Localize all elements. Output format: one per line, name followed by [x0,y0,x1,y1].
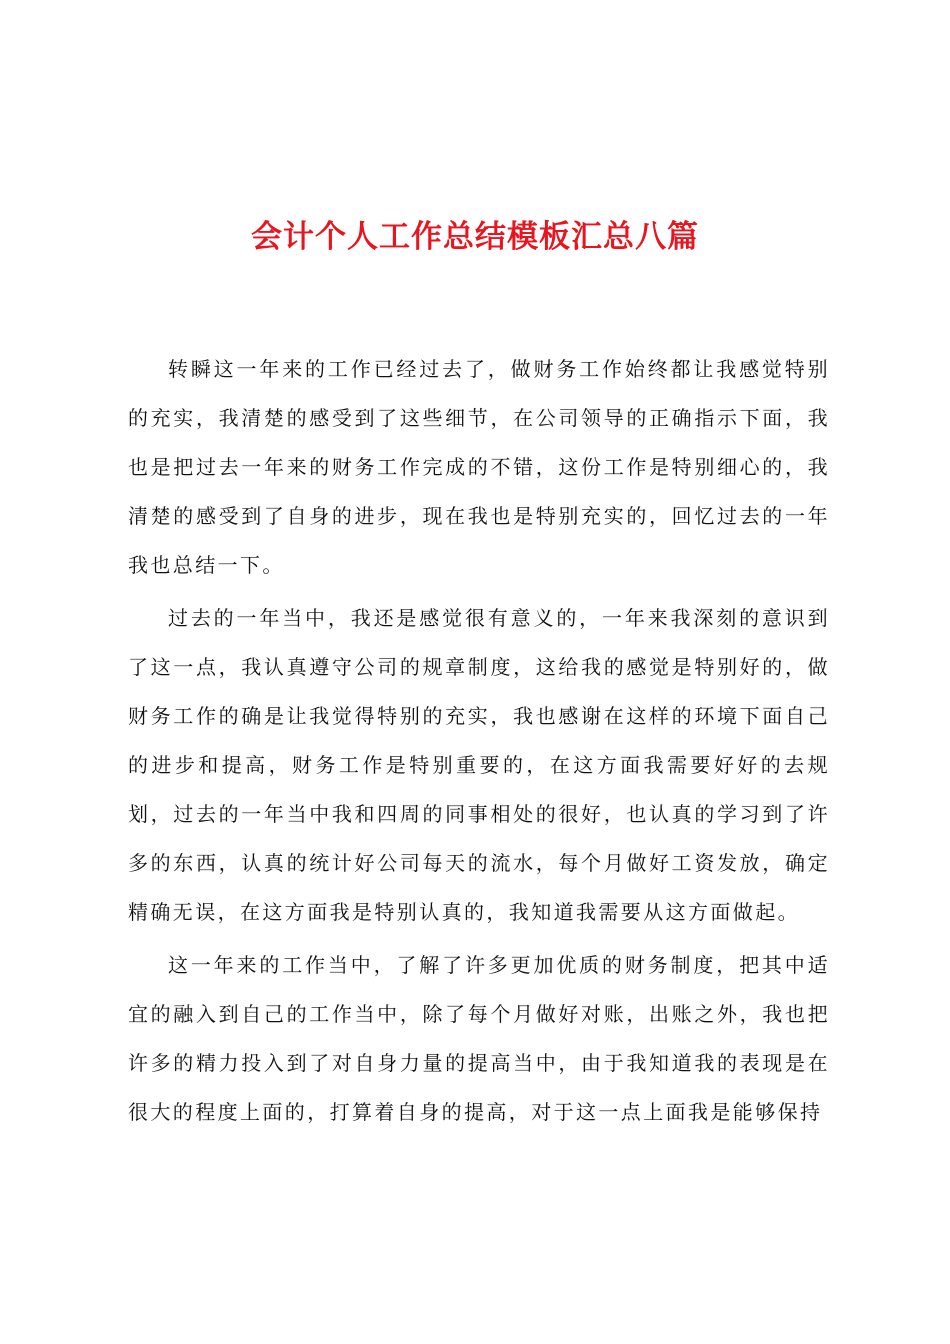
document-title: 会计个人工作总结模板汇总八篇 [251,219,699,255]
document-body [128,345,830,1141]
paragraph-1: 转瞬这一年来的工作已经过去了，做财务工作始终都让我感觉特别的充实，我清楚的感受到了这些细节，在公司领导的正确指示下面，我也是把过去一年来的财务工作完成的不错，这份工作是特别细心的，我清楚的感受到了自身的进步，现在我也是特别充实的，回忆过去的一年我也总结一下。 [128,357,830,577]
paragraph-3: 这一年来的工作当中，了解了许多更加优质的财务制度，把其中适宜的融入到自己的工作当中，除了每个月做好对账，出账之外，我也把许多的精力投入到了对自身力量的提高当中，由于我知道我的表现是在很大的程度上面的，打算着自身的提高，对于这一点上面我是能够保持 [128,953,830,1124]
paragraph-2: 过去的一年当中，我还是感觉很有意义的，一年来我深刻的意识到了这一点，我认真遵守公司的规章制度，这给我的感觉是特别好的，做财务工作的确是让我觉得特别的充实，我也感谢在这样的环境下面自己的进步和提高，财务工作是特别重要的，在这方面我需要好好的去规划，过去的一年当中我和四周的同事相处的很好，也认真的学习到了许多的东西，认真的统计好公司每天的流水，每个月做好工资发放，确定精确无误，在这方面我是特别认真的，我知道我需要从这方面做起。 [128,606,830,924]
